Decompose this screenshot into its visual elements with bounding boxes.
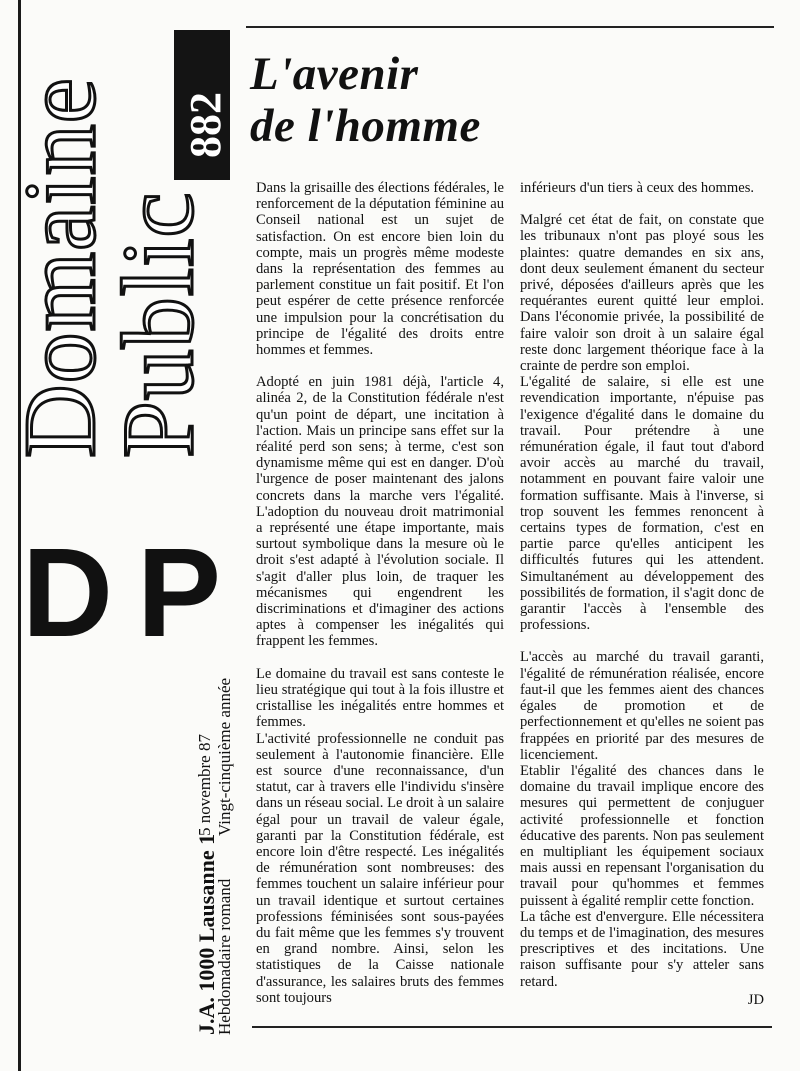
imprint-address: J.A. 1000 Lausanne 1 [194, 833, 219, 1035]
paragraph: Etablir l'égalité des chances dans le domaine du travail implique encore des mesures qui permettent de conjuguer activité professionnelle et fonction éducative des parents. Non pas seulement en multipliant les équipement sociaux mais aussi en repensant l'organisation du travail pour qu'hommes et femmes puissent à égalité remplir cette fonction. [520, 762, 764, 909]
paragraph: Le domaine du travail est sans conteste le lieu stratégique qui tout à la fois illustre et cristallise les inégalités entre hommes et femmes. [256, 665, 504, 731]
issue-date: 5 novembre 87 [195, 734, 214, 836]
paragraph: L'accès au marché du travail garanti, l'égalité de rémunération réalisée, encore faut-il que les femmes aient des chances égales de promotion et de perfectionnement et qu'elles ne soient pas frappées en priorité par des mesures de licenciement. [520, 649, 764, 763]
masthead-title-public: Public [102, 191, 215, 458]
author-signature: JD [747, 991, 764, 1008]
paragraph: L'activité professionnelle ne conduit pas seulement à l'autonomie financière. Elle est source d'une reconnaissance, d'un statut, car à travers elle l'individu s'insère dans un réseau social. Le droit à un salaire égal pour un travail de valeur égale, garanti par la Constitution fédérale, est encore loin d'être respecté. Les inégalités de rémunération sont nombreuses: des femmes touchent un salaire inférieur pour un travail identique et surtout certaines professions féminisées sont sous-payées du fait même que les femmes s'y trouvent en grand nombre. Ainsi, selon les statistiques de la Caisse nationale d'assurance, les salaires bruts des femmes sont toujours [256, 730, 504, 1006]
paragraph: Dans la grisaille des élections fédérales, le renforcement de la députation féminine au Conseil national est un sujet de satisfaction. On est encore bien loin du compte, mais un progrès même modeste dans la représentation des femmes au parlement constitue un fait positif. Et l'on peut espérer de cette présence renforcée une impulsion pour la concrétisation du principe de l'égalité des droits entre hommes et femmes. [256, 180, 504, 359]
article-column-1 [256, 180, 504, 1022]
paragraph: Adopté en juin 1981 déjà, l'article 4, alinéa 2, de la Constitution fédérale n'est qu'un point de départ, une incitation à l'action. Mais un principe sans effet sur la réalité perd son sens; à terme, c'est son dynamisme même qui est en danger. D'où l'urgence de poser maintenant des jalons concrets dans la marche vers l'égalité. L'adoption du nouveau droit matrimonial a représenté une étape importante, mais surtout symbolique dans la mesure où le droit s'est adapté à l'évolution sociale. Il s'agit d'aller plus loin, de traquer les mécanismes qui engendrent les discriminations et d'imaginer des actions aptes à compenser les inégalités qui frappent les femmes. [256, 374, 504, 650]
masthead-title-domaine: Domaine [4, 77, 117, 458]
headline-line-1: L'avenir [250, 48, 419, 100]
paragraph: La tâche est d'envergure. Elle nécessitera du temps et de l'imagination, des mesures prescriptives et des incitations. Une raison suffisante pour s'y atteler sans retard. [520, 908, 764, 990]
dp-logo: DP [22, 522, 246, 663]
top-rule [246, 26, 774, 28]
paragraph: L'égalité de salaire, si elle est une revendication importante, n'épuise pas l'exigence d'égalité dans le domaine du travail. Pour prétendre à une rémunération égale, il faut tout d'abord avoir accès au marché du travail, notamment en pouvant faire valoir une formation suffisante. Mais à l'inverse, si trop souvent les femmes renoncent à certains types de formation, c'est en partie parce qu'elles anticipent les difficultés futures qui les attendent. Simultanément au développement des possibilités de formation, il s'agit donc de garantir l'accès à l'ensemble des professions. [520, 374, 764, 634]
article-column-2 [520, 180, 764, 1008]
headline-line-2: de l'homme [250, 100, 481, 152]
issue-number: 882 [181, 92, 230, 158]
publication-year: Vingt-cinquième année [215, 677, 234, 836]
imprint-frequency: Hebdomadaire romand [215, 878, 234, 1035]
bottom-rule [252, 1026, 772, 1028]
paragraph: inférieurs d'un tiers à ceux des hommes. [520, 180, 755, 196]
article-headline [250, 48, 481, 152]
paragraph: Malgré cet état de fait, on constate que les tribunaux n'ont pas ployé sous les plaintes: quatre demandes en six ans, dont deux seulement émanent du secteur privé, déposées d'ailleurs après que les requérantes eurent quitté leur emploi. Dans l'économie privée, la possibilité de faire valoir son droit à un salaire égal reste donc largement théorique face à la crainte de perdre son emploi. [520, 212, 764, 375]
